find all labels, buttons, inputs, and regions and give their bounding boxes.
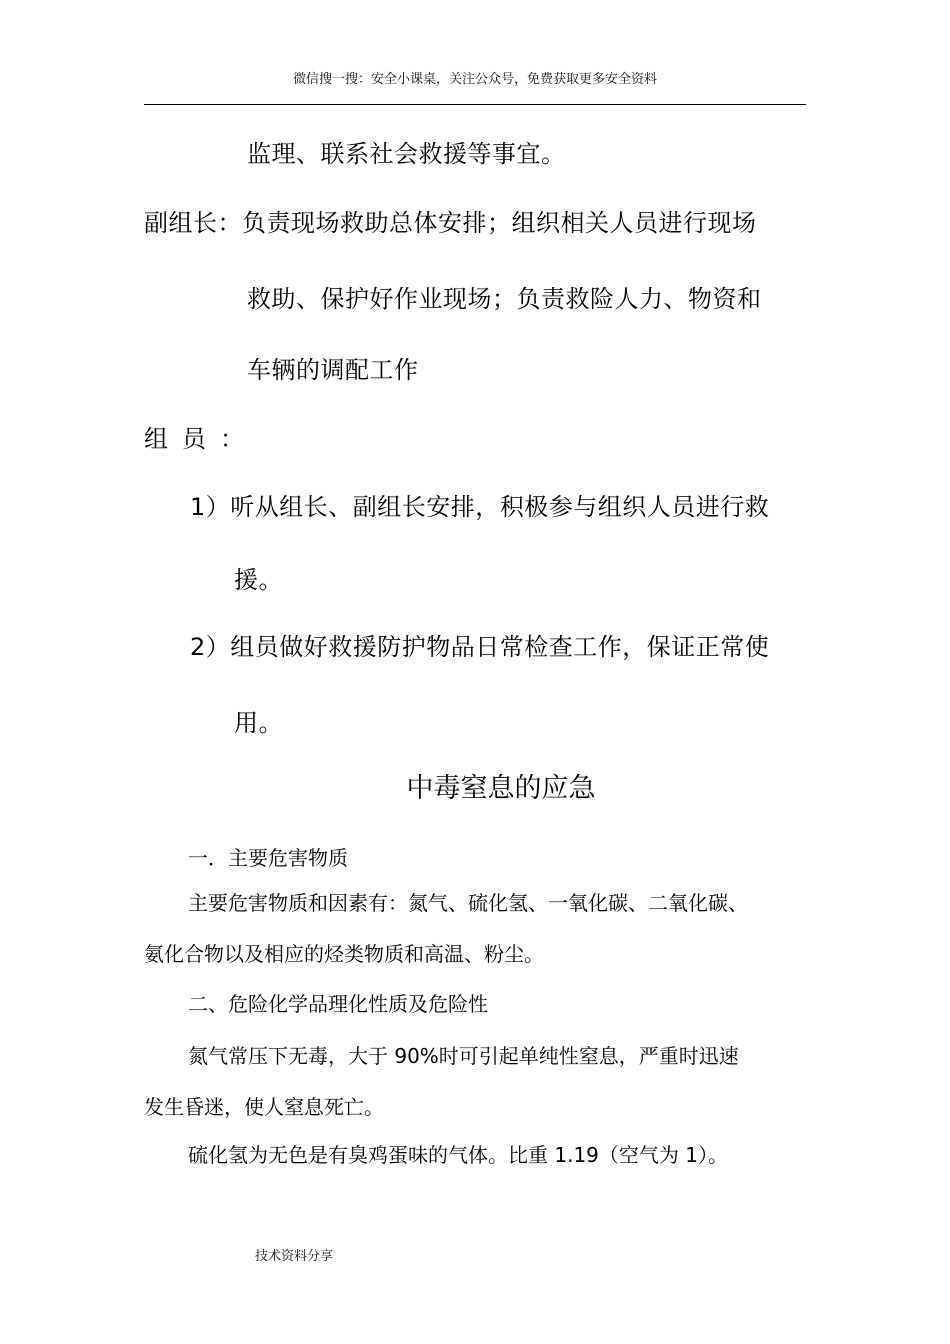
body-line-4: 二、危险化学品理化性质及危险性 [188, 992, 488, 1016]
roles-line-6: 1）听从组长、副组长安排，积极参与组织人员进行救 [190, 493, 770, 521]
body-line-7: 硫化氢为无色是有臭鸡蛋味的气体。比重 1.19（空气为 1）。 [188, 1143, 728, 1167]
roles-line-5: 组员： [144, 425, 258, 453]
roles-line-4: 车辆的调配工作 [247, 356, 419, 384]
header-note: 微信搜一搜：安全小课桌，关注公众号，免费获取更多安全资料 [292, 72, 657, 87]
body-line-2: 主要危害物质和因素有：氮气、硫化氢、一氧化碳、二氧化碳、 [188, 891, 748, 915]
body-line-6: 发生昏迷，使人窒息死亡。 [144, 1095, 384, 1119]
roles-line-8: 2）组员做好救援防护物品日常检查工作，保证正常使 [190, 633, 770, 661]
roles-line-2: 副组长：负责现场救助总体安排；组织相关人员进行现场 [144, 209, 757, 237]
body-line-5: 氮气常压下无毒，大于 90%时可引起单纯性窒息，严重时迅速 [188, 1044, 739, 1068]
footer-note: 技术资料分享 [255, 1249, 334, 1264]
section-title: 中毒窒息的应急 [406, 773, 596, 804]
roles-line-7: 援。 [234, 566, 283, 594]
body-line-3: 氨化合物以及相应的烃类物质和高温、粉尘。 [144, 942, 544, 966]
header-divider [144, 104, 806, 105]
roles-line-1: 监理、联系社会救援等事宜。 [247, 140, 566, 168]
roles-line-3: 救助、保护好作业现场；负责救险人力、物资和 [247, 285, 762, 313]
body-line-1: 一．主要危害物质 [188, 846, 348, 870]
roles-line-9: 用。 [234, 709, 283, 737]
